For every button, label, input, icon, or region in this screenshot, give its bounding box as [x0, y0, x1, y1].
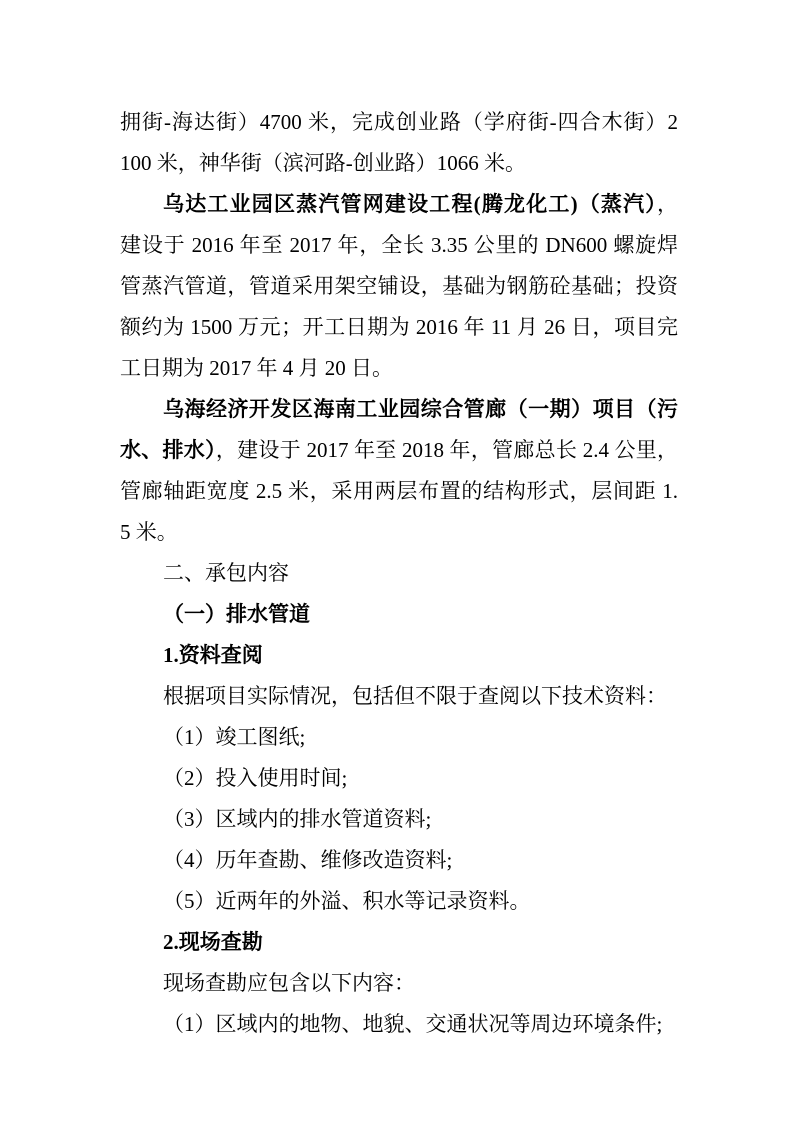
text-segment: ，	[657, 192, 678, 216]
text-segment: （4）历年查勘、维修改造资料;	[163, 848, 453, 872]
text-segment: 乌海经济开发区海南工业园综合管廊（一期）项目（污	[163, 397, 678, 421]
paragraph-wuhai-utility-tunnel-project-line-4	[120, 512, 678, 553]
text-segment: 管蒸汽管道，管道采用架空铺设，基础为钢筋砼基础；投资	[120, 274, 678, 298]
list-item-review-4-line-1	[120, 840, 678, 881]
text-segment: 乌达工业园区蒸汽管网建设工程(腾龙化工)（蒸汽）	[163, 192, 657, 216]
paragraph-wuda-steam-pipeline-project-line-2	[120, 225, 678, 266]
paragraph-wuda-steam-pipeline-project-line-4	[120, 307, 678, 348]
text-segment: 100 米，神华街（滨河路-创业路）1066 米。	[120, 151, 526, 175]
text-segment: （1）区域内的地物、地貌、交通状况等周边环境条件;	[163, 1012, 663, 1036]
paragraph-wuda-steam-pipeline-project-line-1	[120, 184, 678, 225]
text-segment: 1.资料查阅	[163, 643, 263, 667]
text-segment: 现场查勘应包含以下内容：	[163, 971, 415, 995]
paragraph-site-survey-intro-line-1	[120, 963, 678, 1004]
text-segment: ，建设于 2017 年至 2018 年，管廊总长 2.4 公里，	[215, 438, 679, 462]
text-segment: 水、排水）	[120, 438, 216, 462]
heading-item-2-site-survey-line-1	[120, 922, 678, 963]
document-body	[120, 102, 678, 1045]
paragraph-data-review-intro-line-1	[120, 676, 678, 717]
list-item-survey-1-line-1	[120, 1004, 678, 1045]
text-segment: 根据项目实际情况，包括但不限于查阅以下技术资料：	[163, 684, 667, 708]
heading-subsection-1-drainage-pipeline-line-1	[120, 594, 678, 635]
text-segment: （5）近两年的外溢、积水等记录资料。	[163, 889, 531, 913]
text-segment: 工日期为 2017 年 4 月 20 日。	[120, 356, 393, 380]
paragraph-wuhai-utility-tunnel-project-line-1	[120, 389, 678, 430]
paragraph-wuhai-utility-tunnel-project-line-2	[120, 430, 678, 471]
paragraph-wuda-steam-pipeline-project-line-3	[120, 266, 678, 307]
text-segment: 管廊轴距宽度 2.5 米，采用两层布置的结构形式，层间距 1.	[120, 479, 678, 503]
list-item-review-3-line-1	[120, 799, 678, 840]
heading-item-1-data-review-line-1	[120, 635, 678, 676]
text-segment: （2）投入使用时间;	[163, 766, 348, 790]
text-segment: 5 米。	[120, 520, 178, 544]
list-item-review-1-line-1	[120, 717, 678, 758]
text-segment: （3）区域内的排水管道资料;	[163, 807, 432, 831]
paragraph-road-lengths-continued-line-1	[120, 102, 678, 143]
text-segment: 建设于 2016 年至 2017 年，全长 3.35 公里的 DN600 螺旋焊	[120, 233, 678, 257]
list-item-review-5-line-1	[120, 881, 678, 922]
paragraph-wuhai-utility-tunnel-project-line-3	[120, 471, 678, 512]
text-segment: 二、承包内容	[163, 562, 289, 585]
text-segment: （1）竣工图纸;	[163, 725, 306, 749]
text-segment: （一）排水管道	[163, 602, 310, 626]
list-item-review-2-line-1	[120, 758, 678, 799]
heading-section-2-contract-content-line-1	[120, 553, 678, 594]
paragraph-wuda-steam-pipeline-project-line-5	[120, 348, 678, 389]
text-segment: 2.现场查勘	[163, 930, 263, 954]
text-segment: 额约为 1500 万元；开工日期为 2016 年 11 月 26 日，项目完	[120, 315, 678, 339]
text-segment: 拥街-海达街）4700 米，完成创业路（学府街-四合木街）2	[120, 110, 678, 134]
paragraph-road-lengths-continued-line-2	[120, 143, 678, 184]
